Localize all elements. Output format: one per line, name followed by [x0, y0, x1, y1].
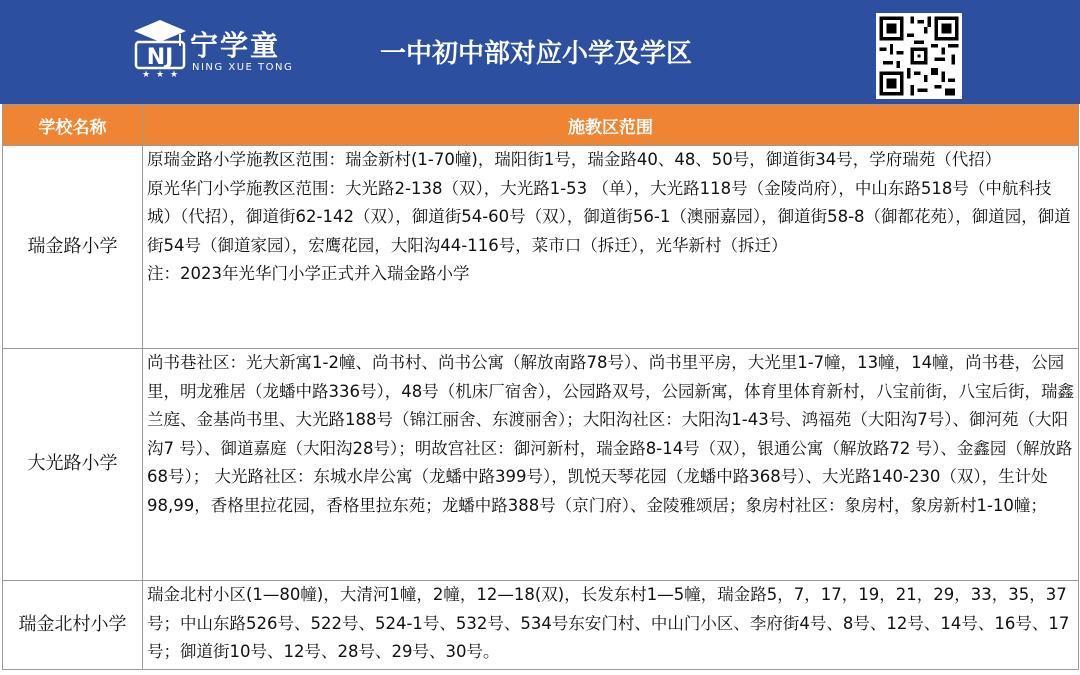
- table-row: [3, 349, 1079, 581]
- svg-text:★: ★: [142, 70, 151, 78]
- school-name-cell: 瑞金路小学: [3, 146, 143, 349]
- logo-mark-text: NJ: [146, 45, 174, 70]
- scope-line: 瑞金北村小区(1—80幢)，大清河1幢，2幢，12—18(双)，长发东村1—5幢，瑞金路5，7，17，19，21，29，33，35，37号；中山东路526号、522号、524-1号、532号、534号东安门村、中山门小区、李府街4号、8号、12号、14号、16号、17号；御道街10号、12号、28号、29号、30号。: [147, 585, 1070, 662]
- scope-line: 注：2023年光华门小学正式并入瑞金路小学: [147, 264, 470, 284]
- scope-line: 尚书巷社区：光大新寓1-2幢、尚书村、尚书公寓（解放南路78号）、尚书里平房，大光里1-7幢，13幢，14幢，尚书巷，公园里，明龙雅居（龙蟠中路336号），48号（机床厂宿舍），公园路双号，公园新寓，体育里体育新村，八宝前街，八宝后街，瑞鑫兰庭、金基尚书里、大光路188号（锦江丽舍、东渡丽舍）；大阳沟社区：大阳沟1-43号、鸿福苑（大阳沟7号）、御河苑（大阳沟7 号）、御道嘉庭（大阳沟28号）；明故宫社区：御河新村，瑞金路8-14号（双），银通公寓（解放路72 号）、金鑫园（解放路68号）； 大光路社区：东城水岸公寓（龙蟠中路399号），凯悦天琴花园（龙蟠中路368号）、大光路140-230（双），生计处98,99，香格里拉花园，香格里拉东苑；龙蟠中路388号（京门府）、金陵雅颂居；象房村社区：象房村，象房新村1-10幢；: [147, 353, 1074, 515]
- table-row: [3, 581, 1079, 670]
- district-scope-cell: [143, 349, 1079, 581]
- svg-text:★: ★: [156, 70, 165, 78]
- scope-line: 原瑞金路小学施教区范围：瑞金新村(1-70幢)，瑞阳街1号，瑞金路40、48、50号，御道街34号，学府瑞苑（代招）: [147, 150, 1002, 169]
- column-header-district-scope: 施教区范围: [143, 105, 1079, 146]
- logo-english-name: NING XUE TONG: [192, 62, 294, 73]
- column-header-school-name: 学校名称: [3, 105, 143, 146]
- school-name-cell: 大光路小学: [3, 349, 143, 581]
- school-district-table: [2, 104, 1079, 670]
- brand-logo: [132, 16, 302, 88]
- district-scope-cell: [143, 146, 1079, 349]
- scope-line: 原光华门小学施教区范围：大光路2-138（双），大光路1-53 （单），大光路118号（金陵尚府），中山东路518号（中航科技城）（代招），御道街62-142（双），御道街54-60号（双），御道街56-1（澳丽嘉园），御道街58-8（御都花苑），御道园，御道街54号（御道家园），宏鹰花园，大阳沟44-116号，菜市口（拆迁），光华新村（拆迁）: [147, 178, 1071, 255]
- school-name-cell: 瑞金北村小学: [3, 581, 143, 670]
- district-scope-cell: [143, 581, 1079, 670]
- table-row: [3, 146, 1079, 349]
- table-header-row: [3, 105, 1079, 146]
- header-banner: [0, 0, 1080, 104]
- logo-chinese-name: 宁学童: [190, 29, 281, 62]
- logo-graduation-cap-icon: [132, 18, 188, 78]
- qr-code-icon: [876, 13, 962, 99]
- svg-text:★: ★: [170, 70, 179, 78]
- page-title: 一中初中部对应小学及学区: [380, 39, 693, 69]
